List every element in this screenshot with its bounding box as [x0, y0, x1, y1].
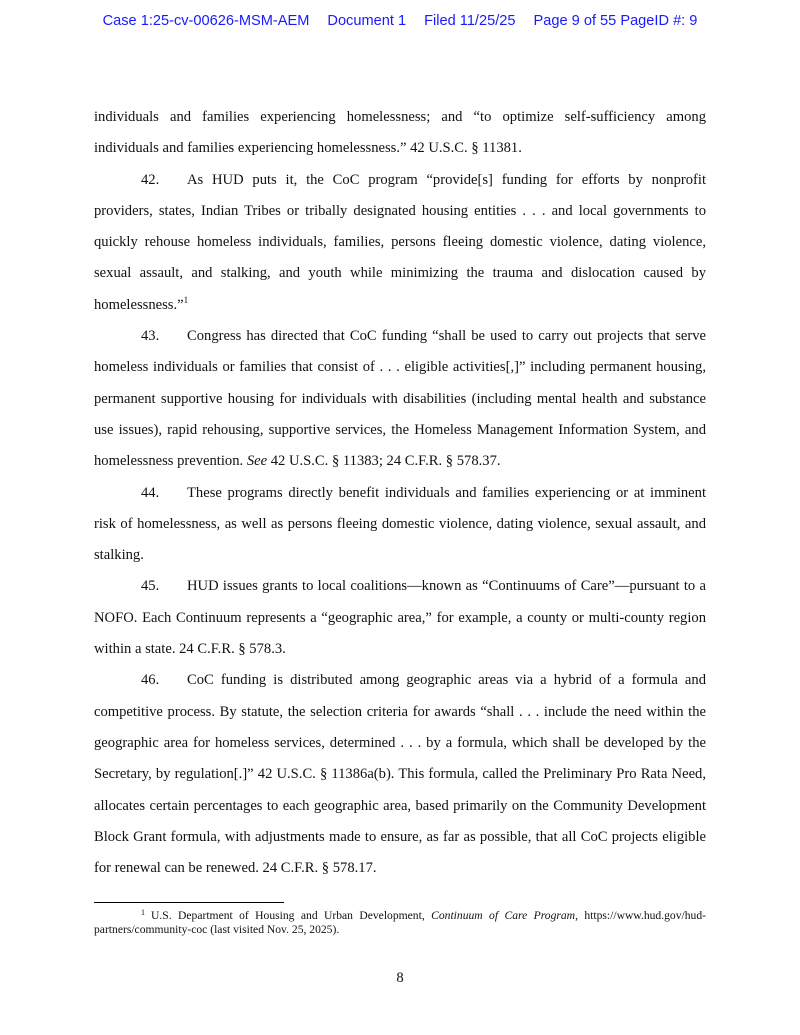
page-info: Page 9 of 55 PageID #: 9 — [533, 13, 698, 29]
paragraph-number: 43. — [141, 328, 160, 345]
document-number: Document 1 — [327, 13, 407, 29]
paragraph-number: 44. — [141, 484, 160, 501]
paragraph-46 — [94, 665, 706, 884]
paragraph-text: HUD issues grants to local coalitions—known as “Continuums of Care”—pursuant to a NOFO. Each Continuum represents a “geographic area,” for example, a county or multi-county region within a state. 24 C.F.R. § 578.3. — [94, 578, 706, 658]
footnote-marker: 1 — [141, 908, 145, 917]
footnote-source[interactable]: , https://www.hud.gov/hud-partners/community-coc (last visited Nov. 25, 2025). — [94, 909, 706, 936]
paragraph-text: CoC funding is distributed among geographic areas via a hybrid of a formula and competitive process. By statute, the selection criteria for awards “shall . . . include the need within the geographic area for homeless services, determined . . . by a formula, which shall be developed by the Secretary, by regulation[.]” 42 U.S.C. § 11386a(b). This formula, called the Preliminary Pro Rata Need, allocates certain percentages to each geographic area, based primarily on the Community Development Block Grant formula, with adjustments made to ensure, as far as possible, that all CoC projects eligible for renewal can be renewed. 24 C.F.R. § 578.17. — [94, 672, 706, 877]
case-number: Case 1:25-cv-00626-MSM-AEM — [102, 13, 310, 29]
citation: 42 U.S.C. § 11383; 24 C.F.R. § 578.37. — [267, 453, 501, 470]
paragraph-44 — [94, 478, 706, 572]
page-number: 8 — [396, 970, 404, 986]
paragraph-number: 42. — [141, 171, 160, 188]
paragraph-text: Congress has directed that CoC funding “shall be used to carry out projects that serve homeless individuals or families that consist of . . . eligible activities[,]” including permanent housing, permanent supportive housing for individuals with disabilities (including mental health and substance use issues), rapid rehousing, supportive services, the Homeless Management Information System, and homelessness prevention. — [94, 328, 706, 470]
paragraph-43 — [94, 321, 706, 477]
footnote-1 — [94, 909, 706, 937]
paragraph-42 — [94, 165, 706, 321]
footnote-divider — [94, 902, 284, 903]
footnote-reference[interactable]: 1 — [183, 294, 189, 305]
footnote-title: Continuum of Care Program — [431, 909, 576, 922]
citation-signal: See — [246, 453, 268, 470]
paragraph-text: These programs directly benefit individuals and families experiencing or at imminent risk of homelessness, as well as persons fleeing domestic violence, dating violence, sexual assault, and stalking. — [94, 484, 706, 564]
continuation-paragraph: individuals and families experiencing homelessness; and “to optimize self-sufficiency among individuals and families experiencing homelessness.” 42 U.S.C. § 11381. — [94, 109, 706, 157]
case-header — [0, 13, 800, 29]
paragraph-number: 45. — [141, 578, 160, 595]
paragraph-text: As HUD puts it, the CoC program “provide[s] funding for efforts by nonprofit providers, states, Indian Tribes or tribally designated housing entities . . . and local governments to quickly rehouse homeless individuals, families, persons fleeing domestic violence, dating violence, sexual assault, and stalking, and youth while minimizing the trauma and dislocation caused by homelessness.” — [94, 171, 706, 313]
document-body — [94, 102, 706, 884]
filed-date: Filed 11/25/25 — [424, 13, 516, 29]
paragraph-45 — [94, 571, 706, 665]
footnote-text: U.S. Department of Housing and Urban Development, — [151, 909, 432, 922]
paragraph-number: 46. — [141, 672, 160, 689]
